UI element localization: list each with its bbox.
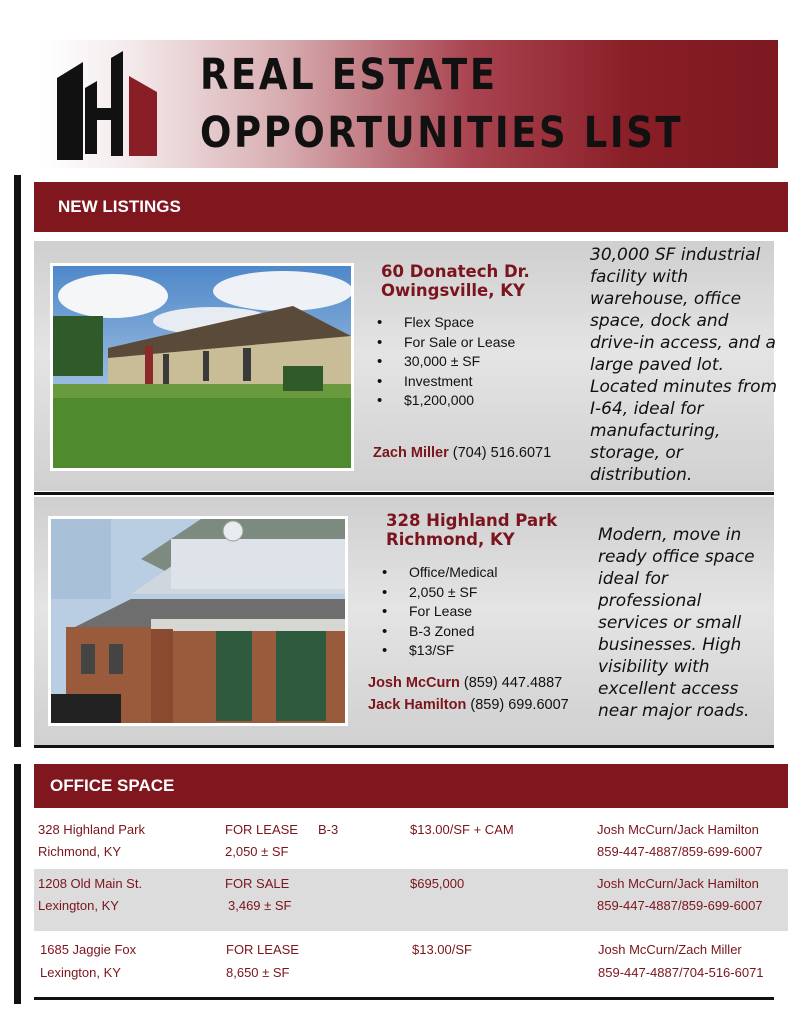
contact-phone: (859) 699.6007 <box>470 697 569 713</box>
listing-1-feature: • Flex Space <box>377 313 515 333</box>
listing-1-feature: • $1,200,000 <box>377 391 515 411</box>
contact-phone: (859) 447.4887 <box>463 675 563 691</box>
listing-2-description: Modern, move in ready office space ideal for professional services or small businesses. High visibility with excellent access near major roads. <box>598 525 755 721</box>
listing-1-features <box>377 313 515 411</box>
table-row <box>34 815 788 867</box>
row-city: Lexington, KY <box>40 965 121 980</box>
row-price: $13.00/SF + CAM <box>410 822 514 837</box>
office-space-heading: OFFICE SPACE <box>50 776 175 795</box>
contact-name: Josh McCurn <box>368 675 460 691</box>
page-title-line-1: REAL ESTATE <box>200 50 498 100</box>
left-rule-bottom <box>14 764 21 1004</box>
listing-1-address <box>381 262 530 300</box>
listing-2-feature: • 2,050 ± SF <box>382 583 497 603</box>
listing-divider <box>34 745 774 748</box>
row-size: 3,469 ± SF <box>228 898 292 913</box>
row-phones: 859-447-4887/859-699-6007 <box>597 898 763 913</box>
listing-1-description: 30,000 SF industrial facility with warehouse, office space, dock and drive-in access, and a large paved lot. Located minutes from I-64, ideal for manufacturing, storage, or distribution. <box>590 245 778 485</box>
row-street: 1208 Old Main St. <box>38 876 143 891</box>
table-row <box>34 935 788 995</box>
row-street: 1685 Jaggie Fox <box>40 942 137 957</box>
listing-2-contacts <box>368 672 569 716</box>
listing-2-street: 328 Highland Park <box>386 511 558 530</box>
row-agents: Josh McCurn/Jack Hamilton <box>597 822 759 837</box>
table-bottom-rule <box>34 997 774 1000</box>
row-size: 2,050 ± SF <box>225 844 289 859</box>
brick-office-building-photo <box>48 516 348 726</box>
row-phones: 859-447-4887/704-516-6071 <box>598 965 764 980</box>
contact-name: Zach Miller <box>373 445 449 461</box>
listing-2-feature: • For Lease <box>382 602 497 622</box>
new-listings-heading: NEW LISTINGS <box>58 197 181 216</box>
listing-2-feature: • B-3 Zoned <box>382 622 497 642</box>
listing-2-feature: • $13/SF <box>382 641 497 661</box>
listing-divider <box>34 492 774 495</box>
page-title-line-2: OPPORTUNITIES LIST <box>200 108 684 158</box>
listing-2-feature: • Office/Medical <box>382 563 497 583</box>
listing-1-feature: • For Sale or Lease <box>377 333 515 353</box>
contact-phone: (704) 516.6071 <box>452 445 552 461</box>
row-price: $13.00/SF <box>412 942 472 957</box>
listing-1-contact <box>373 442 551 464</box>
listing-1-street: 60 Donatech Dr. <box>381 262 530 281</box>
row-agents: Josh McCurn/Zach Miller <box>598 942 742 957</box>
row-size: 8,650 ± SF <box>226 965 290 980</box>
row-city: Lexington, KY <box>38 898 119 913</box>
row-street: 328 Highland Park <box>38 822 145 837</box>
row-status: FOR SALE <box>225 876 290 891</box>
row-price: $695,000 <box>410 876 465 891</box>
listing-1-city: Owingsville, KY <box>381 281 525 300</box>
contact-name: Jack Hamilton <box>368 697 467 713</box>
row-city: Richmond, KY <box>38 844 122 859</box>
office-space-header <box>34 764 788 808</box>
listing-2-contact-2 <box>368 694 569 716</box>
h-monogram-logo <box>55 48 160 163</box>
row-phones: 859-447-4887/859-699-6007 <box>597 844 763 859</box>
table-row <box>34 869 788 931</box>
listing-2-features <box>382 563 497 661</box>
left-rule-top <box>14 175 21 747</box>
row-status: FOR LEASE <box>225 822 298 837</box>
listing-2-address <box>386 511 557 549</box>
listing-2-contact-1 <box>368 672 569 694</box>
listing-1-feature: • Investment <box>377 372 515 392</box>
new-listings-header <box>34 182 788 232</box>
row-zoning: B-3 <box>318 822 339 837</box>
row-status: FOR LEASE <box>226 942 299 957</box>
listing-1-feature: • 30,000 ± SF <box>377 352 515 372</box>
row-agents: Josh McCurn/Jack Hamilton <box>597 876 759 891</box>
listing-2-city: Richmond, KY <box>386 530 515 549</box>
industrial-building-photo <box>50 263 354 471</box>
